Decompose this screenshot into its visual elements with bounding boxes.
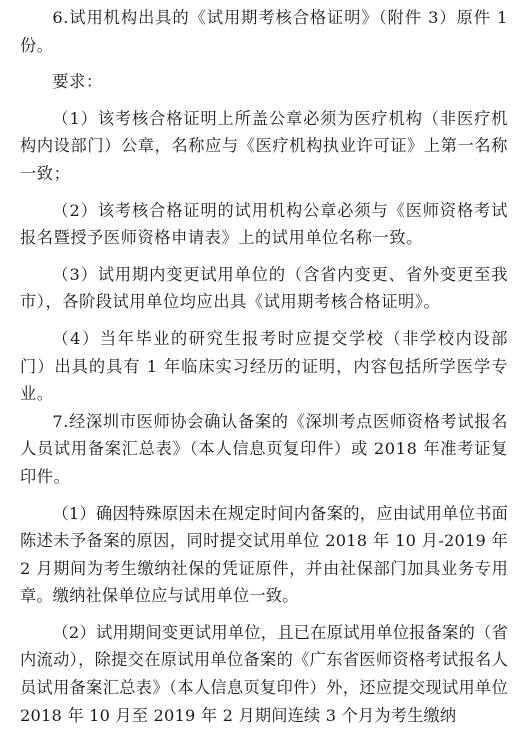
requirement-2-paragraph: （2）该考核合格证明的试用机构公章必须与《医师资格考试报名暨授予医师资格申请表》上的试用单位名称一致。 <box>20 200 508 248</box>
item-7-requirement-2-paragraph: （2）试用期间变更试用单位，且已在原试用单位报备案的（省内流动），除提交在原试用单位备案的《广东省医师资格考试报名人员试用备案汇总表》（本人信息页复印件）外，还应提交现试用单位 2018 年 10 月至 2019 年 2 月期间连续 3 个月为考生缴纳 <box>20 622 508 725</box>
requirement-1-paragraph: （1）该考核合格证明上所盖公章必须为医疗机构（非医疗机构内设部门）公章，名称应与《医疗机构执业许可证》上第一名称一致； <box>20 108 508 183</box>
item-7-requirement-1-paragraph: （1）确因特殊原因未在规定时间内备案的，应由试用单位书面陈述未予备案的原因，同时提交试用单位 2018 年 10 月-2019 年 2 月期间为考生缴纳社保的凭证原件，并由社保部门加具业务专用章。缴纳社保单位应与试用单位一致。 <box>20 503 508 606</box>
requirements-heading: 要求： <box>52 72 103 92</box>
requirement-3-paragraph: （3）试用期内变更试用单位的（含省内变更、省外变更至我市），各阶段试用单位均应出具《试用期考核合格证明》。 <box>20 264 508 312</box>
item-7-paragraph: 7.经深圳市医师协会确认备案的《深圳考点医师资格考试报名人员试用备案汇总表》（本人信息页复印件）或 2018 年准考证复印件。 <box>20 411 508 486</box>
requirement-4-paragraph: （4）当年毕业的研究生报考时应提交学校（非学校内设部门）出具的具有 1 年临床实习经历的证明，内容包括所学医学专业。 <box>20 328 508 404</box>
item-6-paragraph: 6.试用机构出具的《试用期考核合格证明》（附件 3）原件 1 份。 <box>20 8 508 55</box>
